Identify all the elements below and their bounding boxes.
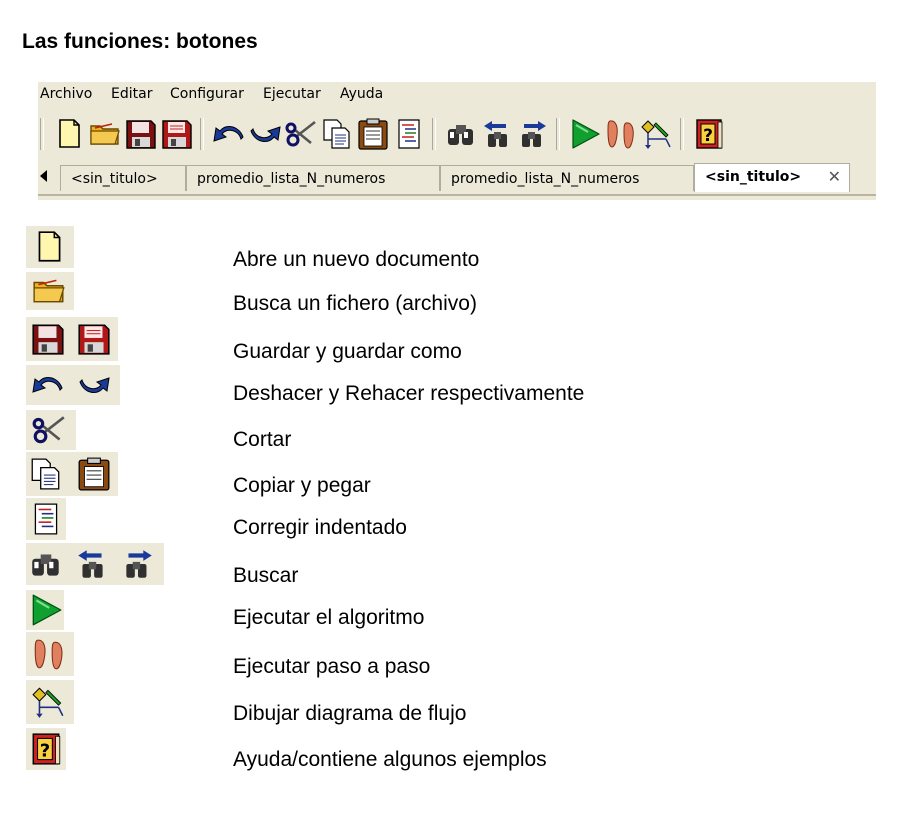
undo-icon[interactable] <box>212 117 246 151</box>
legend-save <box>26 317 118 361</box>
find-icon[interactable] <box>444 117 478 151</box>
redo-icon <box>76 368 112 402</box>
help-icon <box>28 731 64 767</box>
tab-label: promedio_lista_N_numeros <box>197 171 386 187</box>
menu-ayuda[interactable]: Ayuda <box>340 86 384 102</box>
desc-open: Busca un fichero (archivo) <box>233 292 477 315</box>
svg-text:?: ? <box>39 740 51 762</box>
tab-label: <sin_titulo> <box>705 169 802 185</box>
toolbar-separator <box>680 118 684 150</box>
desc-copy-paste: Copiar y pegar <box>233 474 371 497</box>
cut-icon[interactable] <box>284 117 318 151</box>
tab-bar <box>38 162 876 196</box>
legend-flowchart <box>26 680 74 724</box>
flowchart-icon[interactable] <box>640 117 674 151</box>
toolbar-separator <box>200 118 204 150</box>
legend-step <box>26 632 74 676</box>
menu-bar <box>38 82 876 108</box>
legend-run <box>26 590 64 630</box>
tab-sin-titulo-active[interactable] <box>694 163 850 192</box>
tab-promedio-1[interactable] <box>186 165 440 191</box>
indent-icon[interactable] <box>392 117 426 151</box>
desc-cut: Cortar <box>233 428 292 451</box>
desc-new-document: Abre un nuevo documento <box>233 248 480 271</box>
menu-configurar[interactable]: Configurar <box>170 86 244 102</box>
desc-save: Guardar y guardar como <box>233 340 462 363</box>
tab-scroll-left-icon[interactable] <box>40 170 47 182</box>
tab-promedio-2[interactable] <box>440 165 694 191</box>
page-title: Las funciones: botones <box>22 30 258 53</box>
paste-icon <box>76 456 112 492</box>
find-previous-icon[interactable] <box>480 117 514 151</box>
legend-find <box>26 543 164 585</box>
legend-cut <box>26 410 76 450</box>
desc-help: Ayuda/contiene algunos ejemplos <box>233 748 547 771</box>
close-icon[interactable]: ✕ <box>827 167 841 186</box>
toolbar-separator <box>556 118 560 150</box>
menu-archivo[interactable]: Archivo <box>40 86 93 102</box>
copy-icon <box>28 456 64 492</box>
indent-icon <box>28 501 64 537</box>
run-icon[interactable] <box>568 117 602 151</box>
menu-editar[interactable]: Editar <box>111 86 153 102</box>
tab-label: <sin_titulo> <box>71 171 158 187</box>
find-previous-icon <box>74 546 110 582</box>
cut-icon <box>31 412 67 448</box>
desc-run: Ejecutar el algoritmo <box>233 606 425 629</box>
step-icon[interactable] <box>604 117 638 151</box>
save-icon <box>30 321 66 357</box>
desc-indent: Corregir indentado <box>233 516 407 539</box>
app-screenshot <box>38 82 876 200</box>
legend-undo-redo <box>26 365 120 405</box>
legend-new-document <box>26 226 74 268</box>
svg-text:?: ? <box>703 126 713 146</box>
open-folder-icon <box>31 273 67 309</box>
legend-help <box>26 728 66 770</box>
find-next-icon[interactable] <box>516 117 550 151</box>
toolbar-separator <box>40 118 44 150</box>
menu-ejecutar[interactable]: Ejecutar <box>263 86 321 102</box>
undo-icon <box>30 368 66 402</box>
toolbar-separator <box>432 118 436 150</box>
copy-icon[interactable] <box>320 117 354 151</box>
desc-undo-redo: Deshacer y Rehacer respectivamente <box>233 382 585 405</box>
find-next-icon <box>120 546 156 582</box>
legend-open-folder <box>26 272 74 310</box>
redo-icon[interactable] <box>248 117 282 151</box>
toolbar <box>38 108 876 160</box>
save-icon[interactable] <box>124 117 158 151</box>
desc-find: Buscar <box>233 564 299 587</box>
step-icon <box>31 636 67 672</box>
run-icon <box>28 592 64 628</box>
help-icon[interactable] <box>692 117 726 151</box>
desc-flowchart: Dibujar diagrama de flujo <box>233 702 467 725</box>
new-document-icon[interactable] <box>52 117 86 151</box>
tab-sin-titulo-1[interactable] <box>60 165 186 191</box>
new-document-icon <box>31 229 67 265</box>
legend-copy-paste <box>26 452 118 496</box>
save-as-icon[interactable] <box>160 117 194 151</box>
desc-step: Ejecutar paso a paso <box>233 655 431 678</box>
tab-label: promedio_lista_N_numeros <box>451 171 640 187</box>
open-folder-icon[interactable] <box>88 117 122 151</box>
paste-icon[interactable] <box>356 117 390 151</box>
flowchart-icon <box>31 684 67 720</box>
save-as-icon <box>76 321 112 357</box>
legend-indent <box>26 498 66 540</box>
find-icon <box>28 546 64 582</box>
